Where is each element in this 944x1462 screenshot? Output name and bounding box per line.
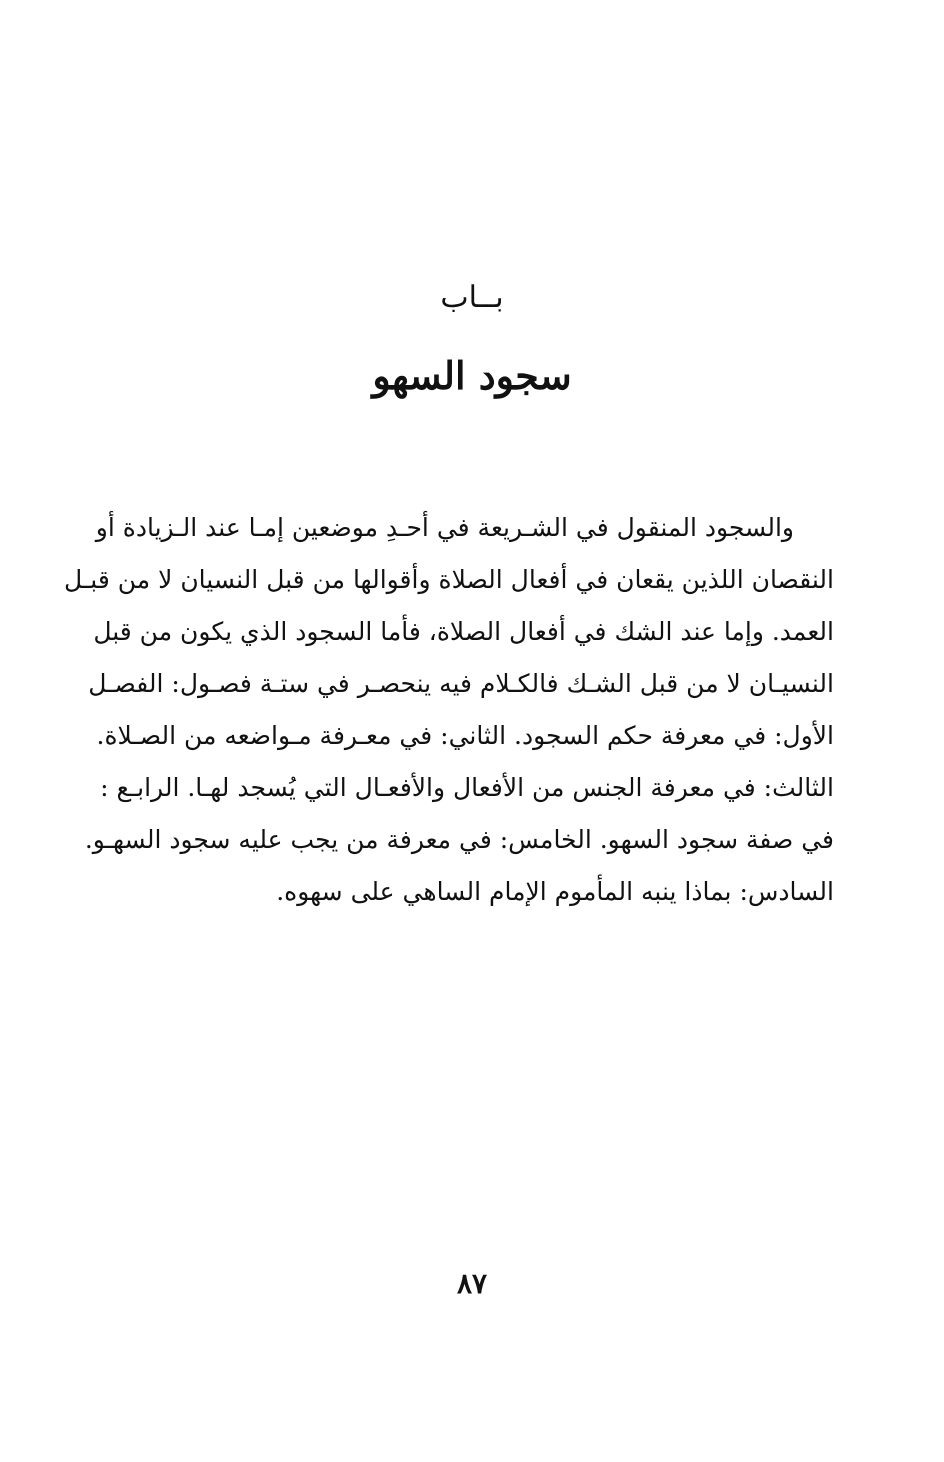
body-paragraph bbox=[64, 502, 834, 918]
paragraph-line: السادس: بماذا ينبه المأموم الإمام الساهي على سهوه. bbox=[276, 877, 834, 906]
page-number: ٨٧ bbox=[456, 1267, 488, 1300]
chapter-label: بــاب bbox=[440, 280, 504, 315]
paragraph-line: العمد. وإما عند الشك في أفعال الصلاة، فأما السجود الذي يكون من قبل bbox=[93, 617, 834, 646]
paragraph-line: الثالث: في معرفة الجنس من الأفعال والأفعـال التي يُسجد لهـا. الرابـع : bbox=[100, 773, 834, 802]
paragraph-line: النسيـان لا من قبل الشـك فالكـلام فيه ينحصـر في ستـة فصـول: الفصـل bbox=[88, 669, 834, 698]
paragraph-line: والسجود المنقول في الشـريعة في أحـدِ موضعين إمـا عند الـزيادة أو bbox=[95, 513, 794, 542]
chapter-title: سجود السهو bbox=[372, 353, 572, 398]
paragraph-line: في صفة سجود السهو. الخامس: في معرفة من يجب عليه سجود السهـو. bbox=[84, 825, 834, 854]
paragraph-line: النقصان اللذين يقعان في أفعال الصلاة وأقوالها من قبل النسيان لا من قبـل bbox=[64, 565, 834, 594]
paragraph-line: الأول: في معرفة حكم السجود. الثاني: في معـرفة مـواضعه من الصـلاة. bbox=[96, 721, 834, 750]
